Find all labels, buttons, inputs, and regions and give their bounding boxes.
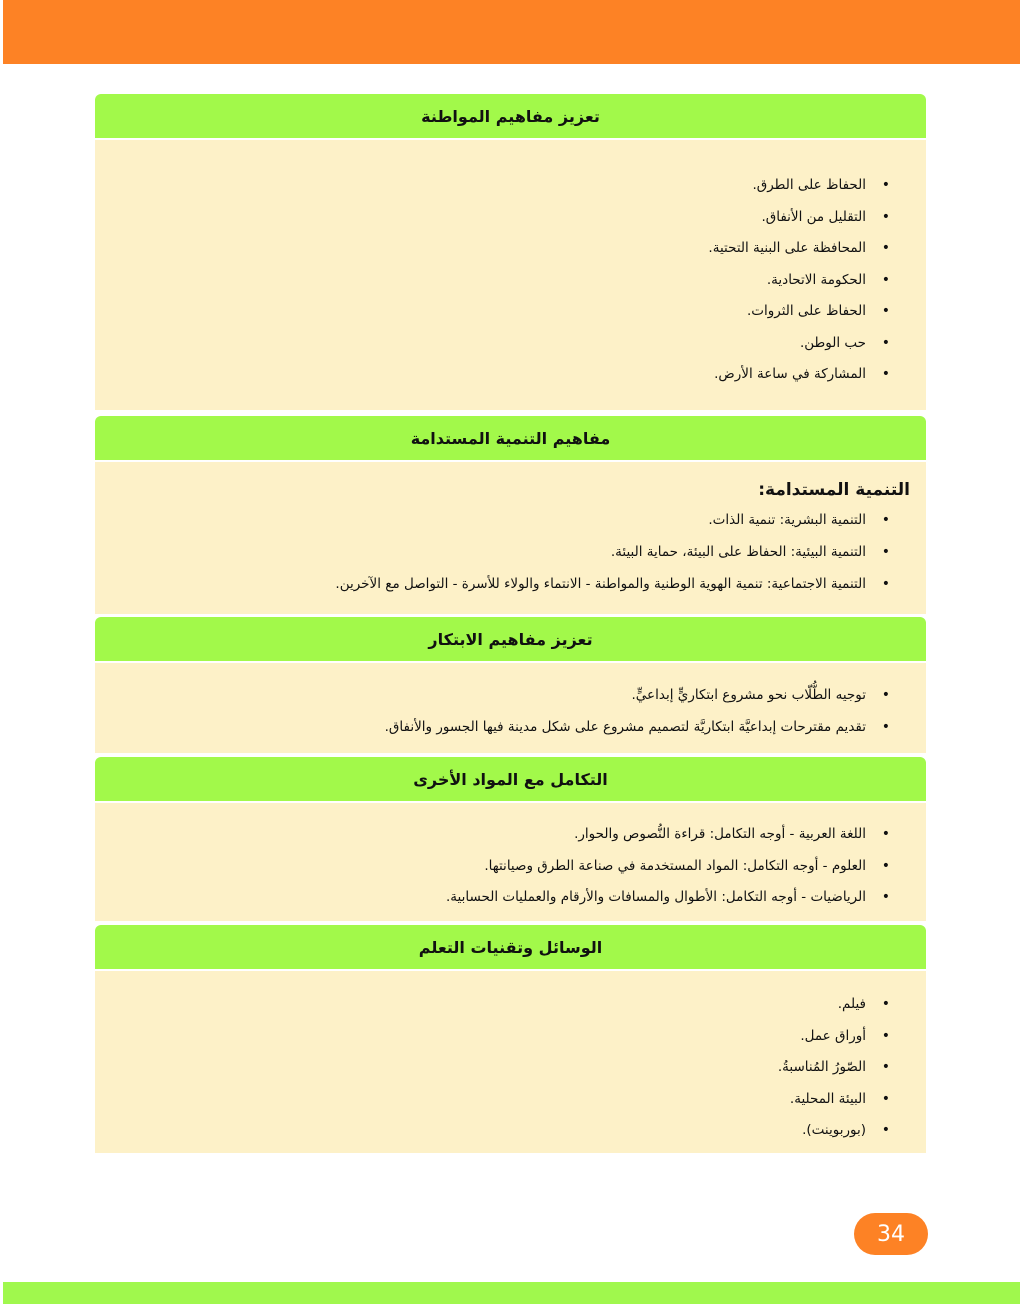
list-item: • حب الوطن.: [111, 328, 910, 360]
section-title: تعزيز مفاهيم الابتكار: [428, 629, 593, 649]
section-body: [95, 138, 926, 410]
list-item: • (بوربوينت).: [111, 1115, 910, 1147]
section-integration: [95, 757, 926, 921]
section-body: [95, 801, 926, 921]
list-item: • التنمية البيئية: الحفاظ على البيئة، حماية البيئة.: [111, 536, 910, 568]
section-header: [95, 617, 926, 661]
section-citizenship: [95, 94, 926, 410]
subheading: التنمية المستدامة:: [758, 480, 910, 500]
list-item: • المحافظة على البنية التحتية.: [111, 233, 910, 265]
list-item: • التقليل من الأنفاق.: [111, 202, 910, 234]
list-item: • اللغة العربية - أوجه التكامل: قراءة النُّصوص والحوار.: [111, 819, 910, 851]
section-header: [95, 94, 926, 138]
list-item: • توجيه الطُّلّاب نحو مشروع ابتكاريٍّ إبداعيٍّ.: [111, 679, 910, 711]
list-item: • البيئة المحلية.: [111, 1084, 910, 1116]
list-item: • الحفاظ على الطرق.: [111, 170, 910, 202]
section-header: [95, 925, 926, 969]
section-title: الوسائل وتقنيات التعلم: [418, 937, 603, 957]
list-item: • التنمية البشرية: تنمية الذات.: [111, 504, 910, 536]
bottom-green-bar: [3, 1282, 1020, 1304]
list-item: • تقديم مقترحات إبداعيَّة ابتكاريَّة لتصميم مشروع على شكل مدينة فيها الجسور والأنفاق.: [111, 711, 910, 743]
section-body: [95, 969, 926, 1153]
list-item: • الرياضيات - أوجه التكامل: الأطوال والمسافات والأرقام والعمليات الحسابية.: [111, 882, 910, 914]
list-item: • أوراق عمل.: [111, 1021, 910, 1053]
section-learning-tools: [95, 925, 926, 1153]
list-item: • التنمية الاجتماعية: تنمية الهوية الوطنية والمواطنة - الانتماء والولاء للأسرة - التواصل مع الآخرين.: [111, 568, 910, 600]
section-sustainable-development: [95, 416, 926, 614]
list-item: • المشاركة في ساعة الأرض.: [111, 359, 910, 391]
section-body: [95, 661, 926, 753]
section-header: [95, 416, 926, 460]
list-item: • الحكومة الاتحادية.: [111, 265, 910, 297]
list-item: • الحفاظ على الثروات.: [111, 296, 910, 328]
top-orange-bar: [3, 0, 1020, 64]
page-number: 34: [877, 1221, 905, 1247]
section-title: مفاهيم التنمية المستدامة: [410, 428, 611, 448]
list-item: • الصّورُ المُناسبةُ.: [111, 1052, 910, 1084]
section-title: التكامل مع المواد الأخرى: [413, 769, 608, 789]
list-item: • العلوم - أوجه التكامل: المواد المستخدمة في صناعة الطرق وصيانتها.: [111, 851, 910, 883]
section-body: [95, 460, 926, 614]
section-header: [95, 757, 926, 801]
list-item: • فيلم.: [111, 989, 910, 1021]
section-innovation: [95, 617, 926, 753]
page-number-badge: [854, 1213, 928, 1255]
section-title: تعزيز مفاهيم المواطنة: [421, 106, 600, 126]
